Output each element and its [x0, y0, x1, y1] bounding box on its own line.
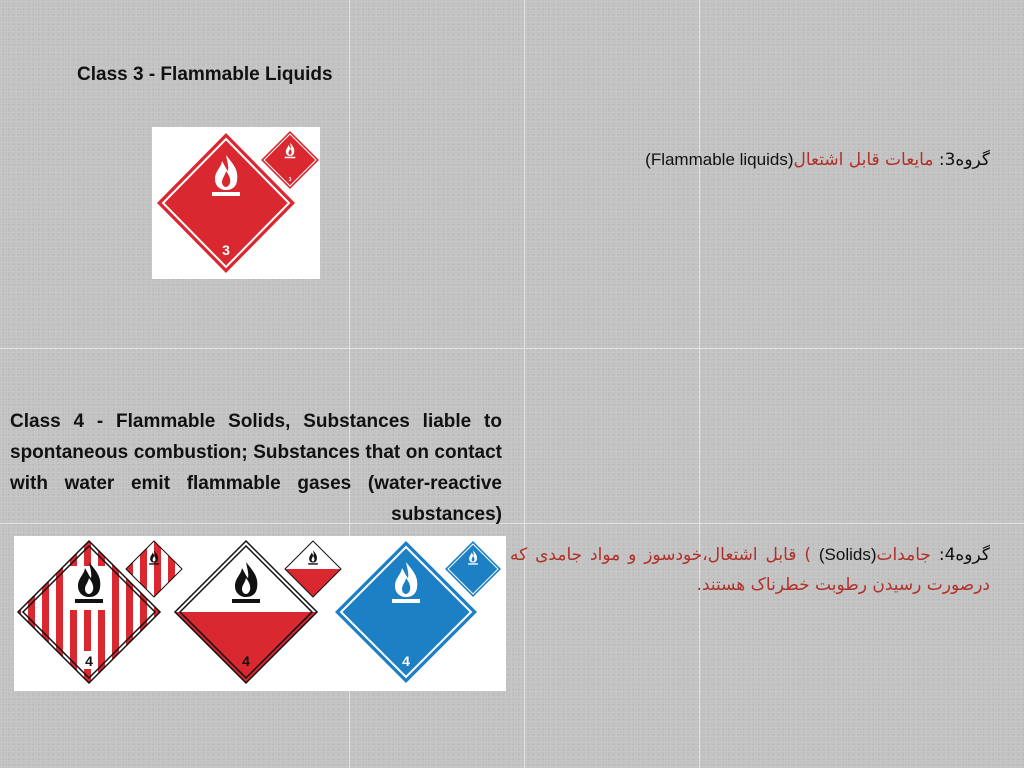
class4-english-name: (Solids): [818, 545, 877, 564]
class4-persian-caption: [510, 540, 990, 600]
class3-heading: Class 3 - Flammable Liquids: [77, 64, 333, 85]
class4-persian-description: ) قابل اشتعال،خودسوز و مواد جامدی که درصورت رسیدن رطوبت خطرناک هستند.: [510, 545, 990, 595]
class4-group-label: گروه4:: [930, 545, 990, 565]
class4-1-number: 4: [85, 653, 93, 669]
grid-line: [699, 0, 700, 768]
class4-3-number: 4: [402, 653, 410, 669]
class4-heading: Class 4 - Flammable Solids, Substances liable to spontaneous combustion; Substances that on contact with water emit flammable gases (water-reactive substances): [10, 411, 502, 525]
class4-placards-image: [14, 536, 506, 691]
class3-english-name: (Flammable liquids): [645, 150, 794, 169]
class3-group-label: گروه3:: [933, 150, 990, 170]
class3-placard-image: [152, 127, 320, 279]
class4-2-number: 4: [242, 653, 250, 669]
grid-line: [0, 348, 1024, 349]
class4-persian-name: جامدات: [876, 545, 931, 565]
class3-persian-name: مایعات قابل اشتعال: [793, 150, 934, 170]
class3-persian-caption: [530, 150, 990, 170]
class3-small-number: 3: [288, 177, 292, 183]
class3-placard-number: 3: [222, 242, 230, 258]
grid-line: [524, 0, 525, 768]
